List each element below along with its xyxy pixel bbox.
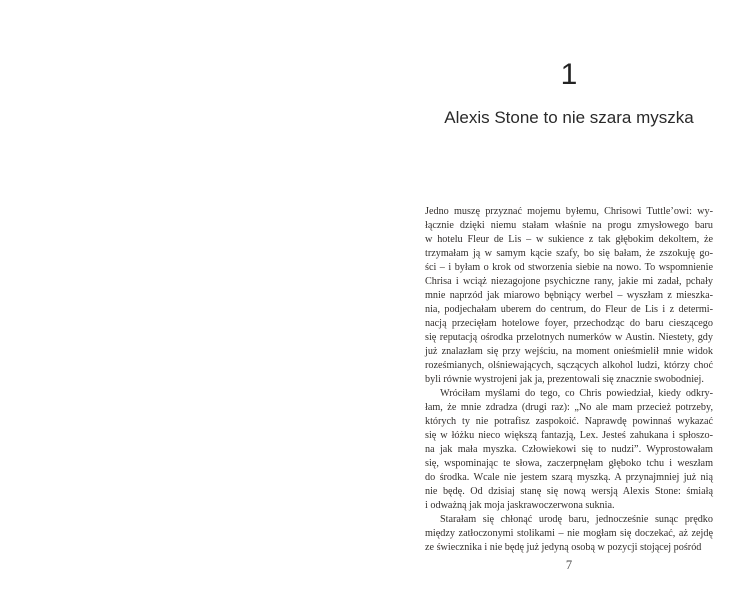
paragraph-2-line: się w łóżku nieco większą fantazją, Lex. Jesteś zahukana i spłoszo- (425, 430, 713, 441)
paragraph-2-line: i odważną jak moja jaskrawoczerwona suknia. (425, 500, 615, 511)
paragraph-2-line: się, wspominając te słowa, zaczerpnęłam głęboko tchu i weszłam (425, 458, 713, 469)
paragraph-1-line: roześmianych, olśniewających, sączących alkohol ludzi, którzy choć (425, 360, 713, 371)
paragraph-1-line: trzymałam ją w samym kącie szafy, bo się bałam, że zszokuję go- (425, 248, 713, 259)
chapter-number: 1 (560, 58, 578, 91)
paragraph-1-line: Chrisa i wciąż niezagojone psychiczne rany, jakie mi zadał, pchały (425, 276, 713, 287)
paragraph-2-line: na jak mała myszka. Człowiekowi się to nudzi”. Wyprostowałam (425, 444, 713, 455)
page-number: 7 (565, 558, 573, 572)
paragraph-1-line: Jedno muszę przyznać mojemu byłemu, Chrisowi Tuttle’owi: wy- (425, 206, 713, 217)
paragraph-2-line: do środka. Wcale nie jestem szarą myszką. A przynajmniej już nią (425, 472, 713, 483)
paragraph-1-line: się reputacją ośrodka przelotnych numerków w Austin. Niestety, gdy (425, 332, 713, 343)
chapter-title: Alexis Stone to nie szara myszka (444, 108, 694, 127)
paragraph-1-line: już znalazłam się przy wejściu, na moment onieśmielił mnie widok (425, 346, 713, 357)
paragraph-1-line: nacją przecięłam hotelowe foyer, przechodząc do baru cieszącego (425, 318, 713, 329)
paragraph-2-line: których ty nie potrafisz zaspokoić. Naprawdę powinnaś wykazać (425, 416, 713, 427)
paragraph-1-line: mnie naprzód jak miarowo bębniący werbel – wyszłam z mieszka- (425, 290, 713, 301)
paragraph-2-line: łam, że mnie zdradza (drugi raz): „No ale mam przecież potrzeby, (425, 402, 713, 413)
paragraph-2-line: Wróciłam myślami do tego, co Chris powiedział, kiedy odkry- (440, 388, 713, 399)
paragraph-3-line: Starałam się chłonąć urodę baru, jednocześnie sunąc prędko (440, 514, 713, 525)
paragraph-1-line: łącznie dzięki niemu stałam właśnie na progu zmysłowego baru (425, 220, 713, 231)
paragraph-1-line: w hotelu Fleur de Lis – w sukience z tak głębokim dekoltem, że (425, 234, 713, 245)
text-column (425, 0, 713, 600)
paragraph-1-line: nia, podjechałam uberem do centrum, do Fleur de Lis i z determi- (425, 304, 713, 315)
paragraph-1-line: ści – i byłam o krok od stworzenia siebie na nowo. To wspomnienie (425, 262, 713, 273)
paragraph-3-line: ze świecznika i nie będę już jedyną osobą w pozycji stojącej pośród (425, 542, 702, 553)
paragraph-3-line: między zatłoczonymi stolikami – nie mogłam się doczekać, aż zejdę (425, 528, 713, 539)
paragraph-1-line: byli równie wystrojeni jak ja, prezentowali się znacznie swobodniej. (425, 374, 704, 385)
paragraph-2-line: nie będę. Od dzisiaj stanę się nową wersją Alexis Stone: śmiałą (425, 486, 713, 497)
body-text (425, 205, 713, 555)
